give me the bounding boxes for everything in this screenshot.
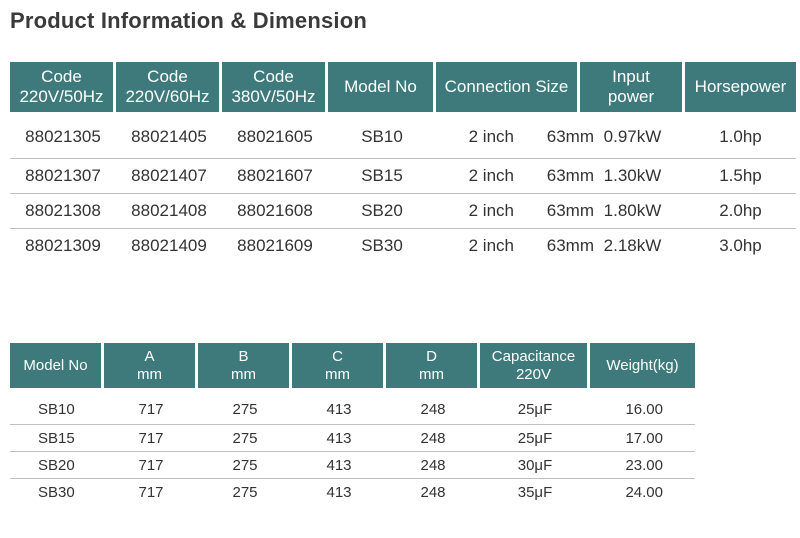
- model-cell: SB10: [328, 112, 436, 159]
- model-cell: SB30: [38, 483, 75, 501]
- dimension-a-cell: 717: [104, 388, 198, 425]
- connection-inch: 2 inch: [468, 201, 514, 220]
- dimension-d-cell: 248: [386, 452, 480, 479]
- connection-inch: 2 inch: [468, 127, 514, 146]
- header-code-380v-50hz: Code 380V/50Hz: [222, 62, 328, 112]
- connection-inch: 2 inch: [468, 236, 514, 255]
- dimension-b-cell: 275: [232, 483, 258, 501]
- dimension-d-cell: 248: [386, 388, 480, 425]
- code-220v-60hz-cell: 88021408: [116, 194, 222, 229]
- connection-size-cell: [436, 194, 594, 229]
- code-220v-50hz-cell: 88021307: [10, 159, 116, 194]
- table-row: [10, 194, 796, 229]
- connection-inch: 2 inch: [468, 166, 514, 185]
- code-220v-50hz-cell: 88021308: [10, 194, 116, 229]
- weight-cell: 24.00: [625, 483, 663, 501]
- connection-mm: 63mm: [546, 236, 594, 255]
- dimension-c-cell: 413: [292, 425, 386, 452]
- header-horsepower: Horsepower: [685, 62, 796, 112]
- code-220v-60hz-cell: 88021409: [131, 236, 207, 255]
- capacitance-cell: 25μF: [480, 425, 590, 452]
- header-connection-size: Connection Size: [436, 62, 580, 112]
- input-power-cell: 0.97kW: [580, 112, 685, 159]
- header-model-no: Model No: [10, 343, 104, 388]
- input-power-cell: 1.30kW: [580, 159, 685, 194]
- table-row: [10, 479, 695, 505]
- model-cell: SB20: [328, 194, 436, 229]
- dimension-b-cell: 275: [198, 425, 292, 452]
- page-title: Product Information & Dimension: [10, 8, 367, 33]
- connection-mm: 63mm: [546, 166, 594, 185]
- connection-size-cell: [436, 159, 594, 194]
- dimension-a-cell: 717: [138, 483, 164, 501]
- horsepower-cell: 3.0hp: [719, 236, 762, 255]
- table-row: [10, 452, 695, 479]
- capacitance-cell: 30μF: [480, 452, 590, 479]
- dimension-b-cell: 275: [198, 452, 292, 479]
- model-cell: SB15: [10, 425, 104, 452]
- dimension-table-header-row: [10, 343, 695, 388]
- model-cell: SB30: [361, 236, 403, 255]
- header-model-no: Model No: [328, 62, 436, 112]
- weight-cell: 17.00: [590, 425, 695, 452]
- product-info-table: [10, 62, 796, 263]
- dimension-d-cell: 248: [420, 483, 446, 501]
- capacitance-cell: 25μF: [480, 388, 590, 425]
- input-power-cell: 1.80kW: [580, 194, 685, 229]
- code-220v-60hz-cell: 88021407: [116, 159, 222, 194]
- header-weight-kg: Weight(kg): [590, 343, 695, 388]
- model-cell: SB20: [10, 452, 104, 479]
- horsepower-cell: 1.5hp: [685, 159, 796, 194]
- header-input-power: Input power: [580, 62, 685, 112]
- horsepower-cell: 2.0hp: [685, 194, 796, 229]
- header-c-mm: C mm: [292, 343, 386, 388]
- connection-mm: 63mm: [546, 127, 594, 146]
- dimension-c-cell: 413: [326, 483, 352, 501]
- code-380v-50hz-cell: 88021609: [237, 236, 313, 255]
- dimension-a-cell: 717: [104, 425, 198, 452]
- header-b-mm: B mm: [198, 343, 292, 388]
- code-220v-50hz-cell: 88021309: [25, 236, 101, 255]
- table-row: [10, 112, 796, 159]
- header-code-220v-50hz: Code 220V/50Hz: [10, 62, 116, 112]
- dimension-c-cell: 413: [292, 388, 386, 425]
- input-power-cell: 2.18kW: [603, 236, 662, 255]
- capacitance-cell: 35μF: [517, 483, 553, 501]
- table-row: [10, 425, 695, 452]
- connection-mm: 63mm: [546, 201, 594, 220]
- dimension-table: [10, 343, 695, 505]
- code-380v-50hz-cell: 88021607: [222, 159, 328, 194]
- table-row: [10, 159, 796, 194]
- weight-cell: 23.00: [590, 452, 695, 479]
- code-220v-50hz-cell: 88021305: [10, 112, 116, 159]
- header-capacitance-220v: Capacitance 220V: [480, 343, 590, 388]
- product-table-header-row: [10, 62, 796, 112]
- header-d-mm: D mm: [386, 343, 480, 388]
- table-row: [10, 229, 796, 263]
- dimension-c-cell: 413: [292, 452, 386, 479]
- dimension-b-cell: 275: [198, 388, 292, 425]
- model-cell: SB15: [328, 159, 436, 194]
- connection-size-cell: [436, 112, 594, 159]
- header-code-220v-60hz: Code 220V/60Hz: [116, 62, 222, 112]
- code-220v-60hz-cell: 88021405: [116, 112, 222, 159]
- table-row: [10, 388, 695, 425]
- code-380v-50hz-cell: 88021605: [222, 112, 328, 159]
- horsepower-cell: 1.0hp: [685, 112, 796, 159]
- model-cell: SB10: [10, 388, 104, 425]
- dimension-a-cell: 717: [104, 452, 198, 479]
- weight-cell: 16.00: [590, 388, 695, 425]
- dimension-d-cell: 248: [386, 425, 480, 452]
- header-a-mm: A mm: [104, 343, 198, 388]
- code-380v-50hz-cell: 88021608: [222, 194, 328, 229]
- connection-size-cell: [436, 229, 594, 263]
